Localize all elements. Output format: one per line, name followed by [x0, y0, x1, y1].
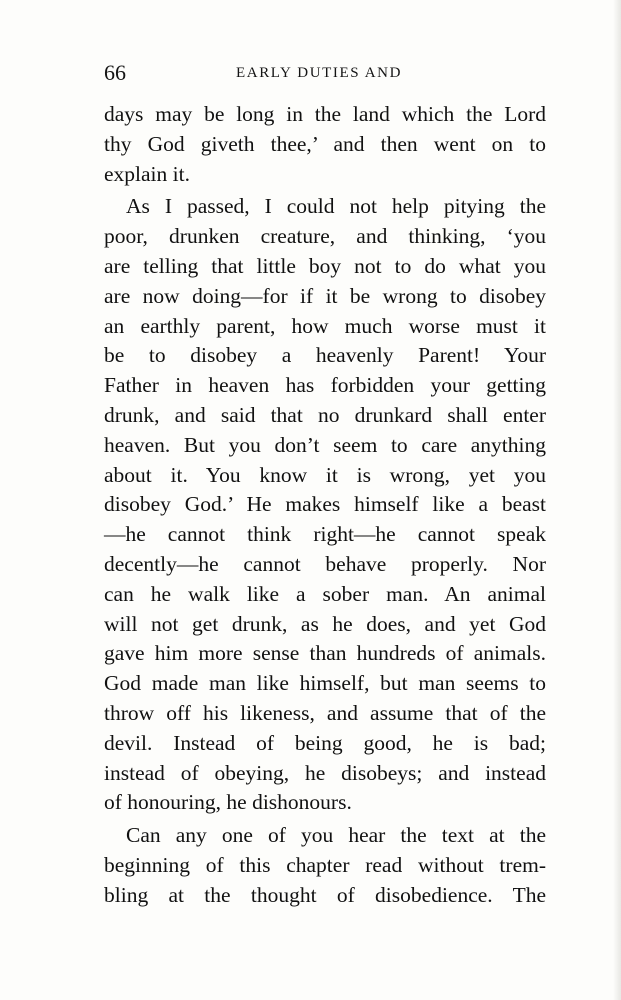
text-line: Father in heaven has forbidden your getting — [104, 373, 546, 398]
text-line: of honouring, he dishonours. — [104, 790, 352, 815]
paragraph-1 — [104, 100, 546, 189]
text-line: thy God giveth thee,’ and then went on to — [104, 131, 546, 156]
text-line: gave him more sense than hundreds of animals. — [104, 641, 546, 666]
text-line: decently—he cannot behave properly. Nor — [104, 551, 546, 576]
text-line: bling at the thought of disobedience. The — [104, 882, 546, 907]
text-line: Can any one of you hear the text at the — [126, 823, 546, 848]
text-line: instead of obeying, he disobeys; and instead — [104, 760, 546, 785]
text-line: God made man like himself, but man seems to — [104, 671, 546, 696]
text-line: be to disobey a heavenly Parent! Your — [104, 343, 546, 368]
running-head: EARLY DUTIES AND — [236, 65, 403, 81]
text-line: days may be long in the land which the Lord — [104, 102, 546, 126]
text-line: disobey God.’ He makes himself like a beast — [104, 492, 546, 517]
text-line: As I passed, I could not help pitying the — [126, 194, 546, 219]
paragraph-3 — [104, 821, 546, 910]
text-line: an earthly parent, how much worse must it — [104, 313, 546, 338]
text-line: are telling that little boy not to do what you — [104, 253, 546, 278]
text-line: can he walk like a sober man. An animal — [104, 581, 546, 606]
text-line: —he cannot think right—he cannot speak — [104, 522, 546, 547]
text-line: explain it. — [104, 161, 190, 186]
text-line: throw off his likeness, and assume that of the — [104, 700, 546, 725]
text-line: poor, drunken creature, and thinking, ‘you — [104, 224, 546, 249]
page-edge-shadow — [613, 0, 621, 1000]
page-header — [104, 60, 524, 86]
text-line: drunk, and said that no drunkard shall enter — [104, 402, 546, 427]
paragraph-2 — [104, 192, 546, 818]
text-line: about it. You know it is wrong, yet you — [104, 462, 546, 487]
page-number: 66 — [104, 60, 126, 85]
text-line: are now doing—for if it be wrong to disobey — [104, 283, 546, 308]
text-line: heaven. But you don’t seem to care anything — [104, 432, 546, 457]
text-line: beginning of this chapter read without trem- — [104, 852, 546, 877]
body-text — [104, 100, 546, 911]
text-line: devil. Instead of being good, he is bad; — [104, 730, 546, 755]
text-line: will not get drunk, as he does, and yet God — [104, 611, 546, 636]
